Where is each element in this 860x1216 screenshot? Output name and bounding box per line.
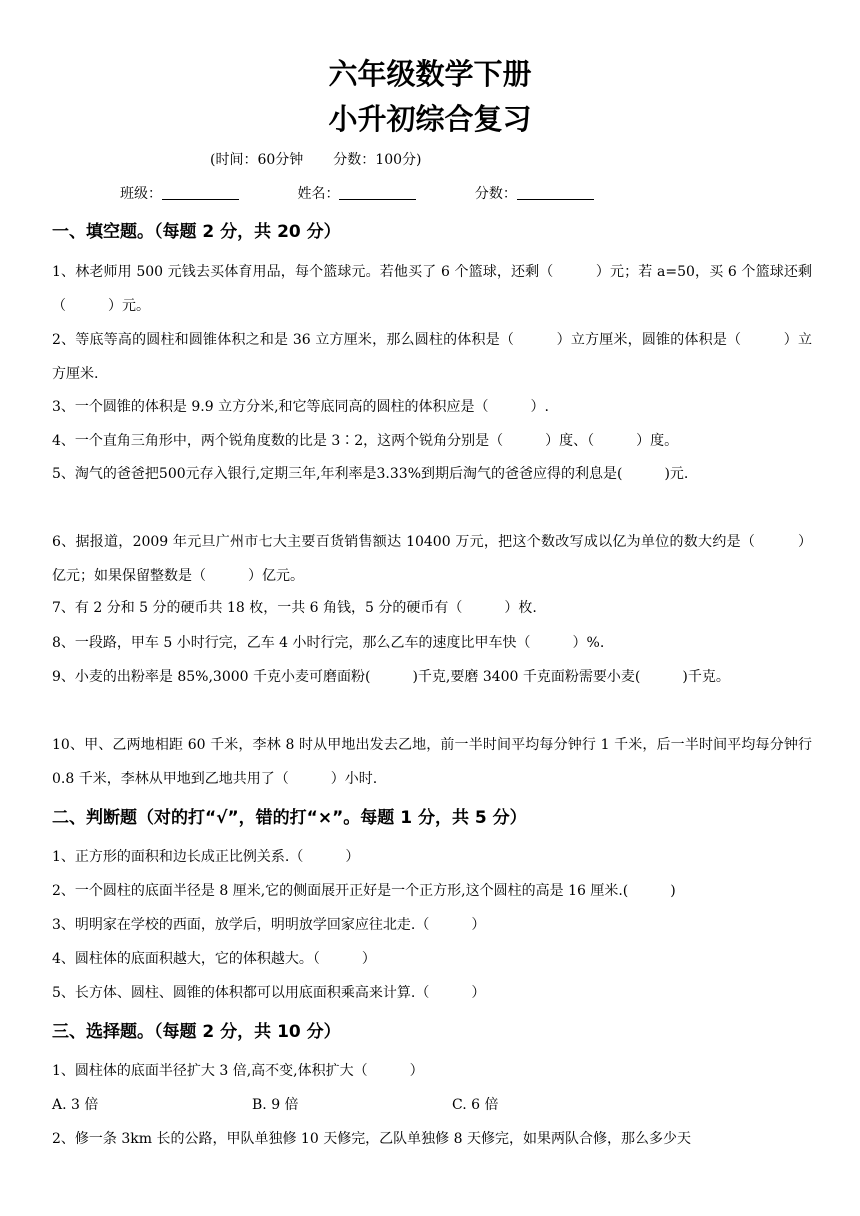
question-2-1: 1、正方形的面积和边长成正比例关系.（ ） xyxy=(52,849,360,865)
page-subtitle: 小升初综合复习 xyxy=(328,102,532,136)
score-field[interactable] xyxy=(475,184,594,204)
question-2-5: 5、长方体、圆柱、圆锥的体积都可以用底面积乘高来计算.（ ） xyxy=(52,985,486,1001)
time-limit: (时间：60分钟 xyxy=(210,152,304,168)
total-score: 分数：100分) xyxy=(333,152,422,168)
question-3-1-options xyxy=(52,1095,652,1115)
name-label: 姓名： xyxy=(297,186,340,202)
question-1-10: 10、甲、乙两地相距 60 千米，李林 8 时从甲地出发去乙地，前一半时间平均每分钟行 1 千米，后一半时间平均每分钟行 0.8 千米，李林从甲地到乙地共用了（ ）小时. xyxy=(52,737,812,787)
question-2-2: 2、一个圆柱的底面半径是 8 厘米,它的侧面展开正好是一个正方形,这个圆柱的高是 16 厘米.( ) xyxy=(52,883,676,899)
option-b[interactable]: B. 9 倍 xyxy=(252,1097,299,1113)
question-1-5: 5、淘气的爸爸把500元存入银行,定期三年,年利率是3.33%到期后淘气的爸爸应得的利息是( )元. xyxy=(52,466,689,482)
question-1-7: 7、有 2 分和 5 分的硬币共 18 枚，一共 6 角钱，5 分的硬币有（ ）枚. xyxy=(52,600,537,616)
score-label: 分数： xyxy=(474,186,517,202)
question-2-3: 3、明明家在学校的西面，放学后，明明放学回家应往北走.（ ） xyxy=(52,917,486,933)
question-1-9: 9、小麦的出粉率是 85%,3000 千克小麦可磨面粉( )千克,要磨 3400 千克面粉需要小麦( )千克。 xyxy=(52,669,730,685)
score-blank[interactable] xyxy=(517,185,594,200)
name-field[interactable] xyxy=(297,184,416,204)
question-1-1: 1、林老师用 500 元钱去买体育用品，每个篮球元。若他买了 6 个篮球，还剩（ ）元；若 a=50，买 6 个篮球还剩（ ）元。 xyxy=(52,264,812,314)
question-3-1: 1、圆柱体的底面半径扩大 3 倍,高不变,体积扩大（ ） xyxy=(52,1063,424,1079)
section-heading-fill-in: 一、填空题。（每题 2 分，共 20 分） xyxy=(52,222,341,242)
option-c[interactable]: C. 6 倍 xyxy=(452,1097,499,1113)
class-label: 班级： xyxy=(120,186,162,202)
question-1-3: 3、一个圆锥的体积是 9.9 立方分米,和它等底同高的圆柱的体积应是（ ）. xyxy=(52,399,549,415)
student-info-fields xyxy=(120,184,648,204)
class-blank[interactable] xyxy=(162,185,239,200)
option-a[interactable]: A. 3 倍 xyxy=(52,1097,99,1113)
question-1-2: 2、等底等高的圆柱和圆锥体积之和是 36 立方厘米，那么圆柱的体积是（ ）立方厘米，圆锥的体积是（ ）立方厘米. xyxy=(52,332,812,382)
section-heading-multiple-choice: 三、选择题。（每题 2 分，共 10 分） xyxy=(52,1022,341,1042)
question-3-2: 2、修一条 3km 长的公路，甲队单独修 10 天修完，乙队单独修 8 天修完，如果两队合修，那么多少天 xyxy=(52,1131,691,1147)
name-blank[interactable] xyxy=(339,185,416,200)
question-1-4: 4、一个直角三角形中，两个锐角度数的比是 3∶2，这两个锐角分别是（ ）度、（ ）度。 xyxy=(52,433,679,449)
section-heading-true-false: 二、判断题（对的打“√”，错的打“×”。每题 1 分，共 5 分） xyxy=(52,808,527,828)
question-1-8: 8、一段路，甲车 5 小时行完，乙车 4 小时行完，那么乙车的速度比甲车快（ ）%. xyxy=(52,635,605,651)
exam-meta xyxy=(210,150,451,170)
question-1-6: 6、据报道，2009 年元旦广州市七大主要百货销售额达 10400 万元，把这个数改写成以亿为单位的数大约是（ ）亿元；如果保留整数是（ ）亿元。 xyxy=(52,534,812,584)
class-field[interactable] xyxy=(120,184,239,204)
page-title: 六年级数学下册 xyxy=(328,57,532,91)
question-2-4: 4、圆柱体的底面积越大，它的体积越大。（ ） xyxy=(52,951,376,967)
